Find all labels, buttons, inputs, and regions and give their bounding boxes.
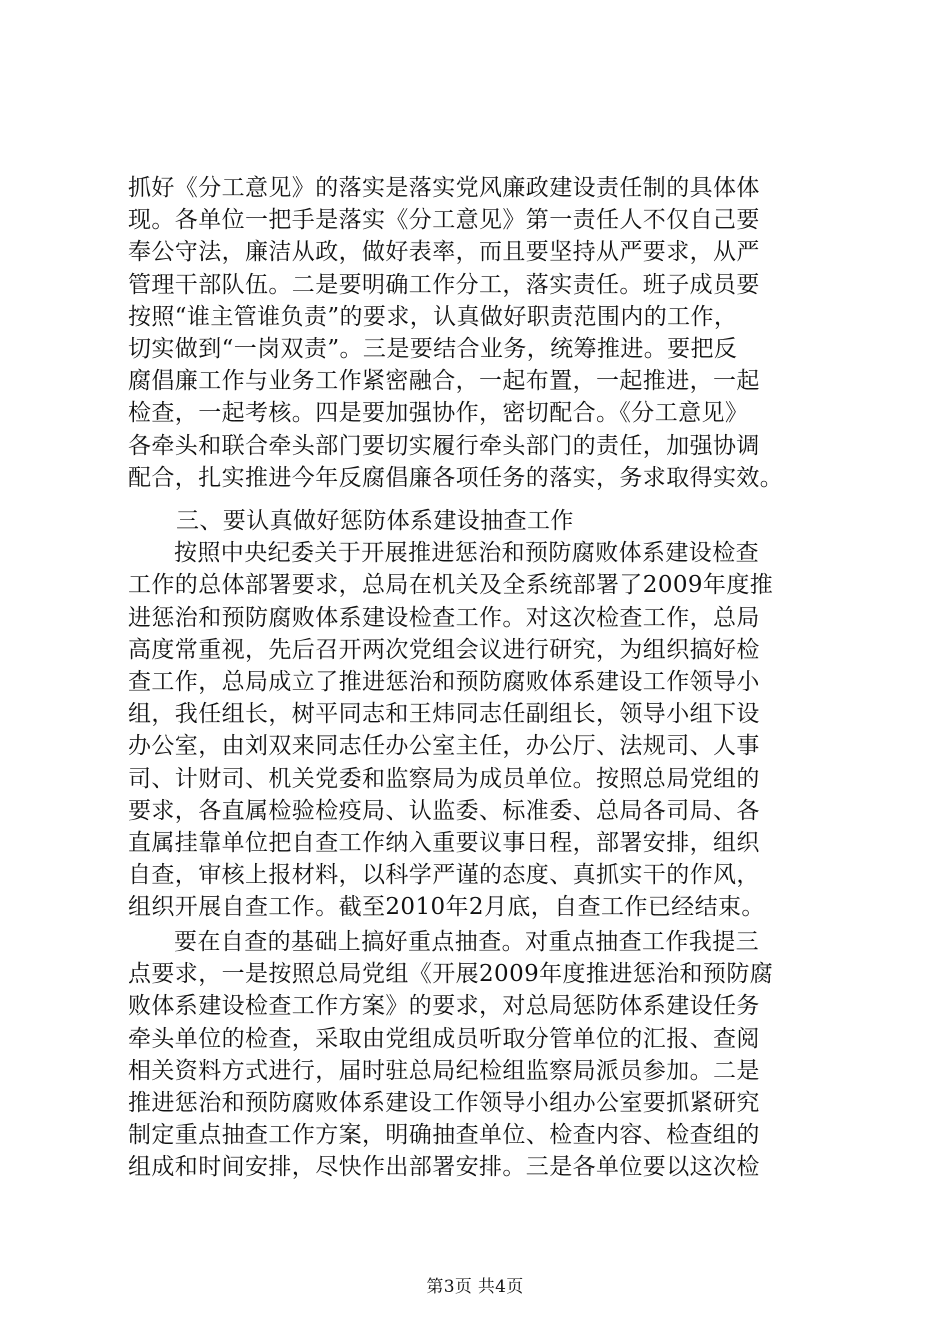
- text-line: 组织开展自查工作。截至2010年2月底，自查工作已经结束。: [128, 894, 765, 921]
- text-line: 按照“谁主管谁负责”的要求，认真做好职责范围内的工作，: [128, 303, 738, 330]
- text-line: 自查，审核上报材料，以科学严谨的态度、真抓实干的作风，: [128, 862, 760, 889]
- text-line: 制定重点抽查工作方案，明确抽查单位、检查内容、检查组的: [128, 1122, 760, 1149]
- text-line: 现。各单位一把手是落实《分工意见》第一责任人不仅自己要: [128, 207, 760, 234]
- text-line: 直属挂靠单位把自查工作纳入重要议事日程，部署安排，组织: [128, 829, 760, 856]
- text-line: 要在自查的基础上搞好重点抽查。对重点抽查工作我提三: [174, 929, 759, 955]
- paragraph-1: [128, 172, 848, 494]
- text-line: 奉公守法，廉洁从政，做好表率，而且要坚持从严要求，从严: [128, 239, 760, 266]
- text-line: 配合，扎实推进今年反腐倡廉各项任务的落实，务求取得实效。: [128, 464, 784, 491]
- text-line: 推进惩治和预防腐败体系建设工作领导小组办公室要抓紧研究: [128, 1089, 760, 1116]
- text-line: 各牵头和联合牵头部门要切实履行牵头部门的责任，加强协调: [128, 432, 760, 459]
- section-heading: 三、要认真做好惩防体系建设抽查工作: [176, 508, 574, 534]
- text-line: 按照中央纪委关于开展推进惩治和预防腐败体系建设检查: [174, 540, 759, 567]
- text-line: 组，我任组长，树平同志和王炜同志任副组长，领导小组下设: [128, 701, 760, 728]
- page-number: 第3页 共4页: [426, 1277, 524, 1297]
- text-line: 败体系建设检查工作方案》的要求，对总局惩防体系建设任务: [128, 993, 760, 1020]
- text-line: 查工作，总局成立了推进惩治和预防腐败体系建设工作领导小: [128, 668, 760, 695]
- text-line: 高度常重视，先后召开两次党组会议进行研究，为组织搞好检: [128, 636, 760, 663]
- text-line: 要求，各直属检验检疫局、认监委、标准委、总局各司局、各: [128, 797, 760, 824]
- paragraph-3: [128, 926, 848, 1184]
- text-line: 牵头单位的检查，采取由党组成员听取分管单位的汇报、查阅: [128, 1025, 760, 1052]
- page-footer: [0, 1276, 950, 1298]
- text-line: 点要求，一是按照总局党组《开展2009年度推进惩治和预防腐: [128, 961, 774, 988]
- text-line: 进惩治和预防腐败体系建设检查工作。对这次检查工作，总局: [128, 604, 760, 631]
- text-line: 切实做到“一岗双责”。三是要结合业务，统筹推进。要把反: [128, 335, 738, 362]
- text-line: 组成和时间安排，尽快作出部署安排。三是各单位要以这次检: [128, 1154, 760, 1181]
- text-line: 工作的总体部署要求，总局在机关及全系统部署了2009年度推: [128, 572, 774, 599]
- section-3: [128, 505, 848, 923]
- text-line: 管理干部队伍。二是要明确工作分工，落实责任。班子成员要: [128, 271, 760, 298]
- text-line: 司、计财司、机关党委和监察局为成员单位。按照总局党组的: [128, 765, 760, 792]
- text-line: 办公室，由刘双来同志任办公室主任，办公厅、法规司、人事: [128, 733, 760, 760]
- text-line: 相关资料方式进行，届时驻总局纪检组监察局派员参加。二是: [128, 1057, 760, 1084]
- text-line: 腐倡廉工作与业务工作紧密融合，一起布置，一起推进，一起: [128, 368, 760, 395]
- text-line: 检查，一起考核。四是要加强协作，密切配合。《分工意见》: [128, 400, 749, 427]
- text-line: 抓好《分工意见》的落实是落实党风廉政建设责任制的具体体: [128, 175, 760, 201]
